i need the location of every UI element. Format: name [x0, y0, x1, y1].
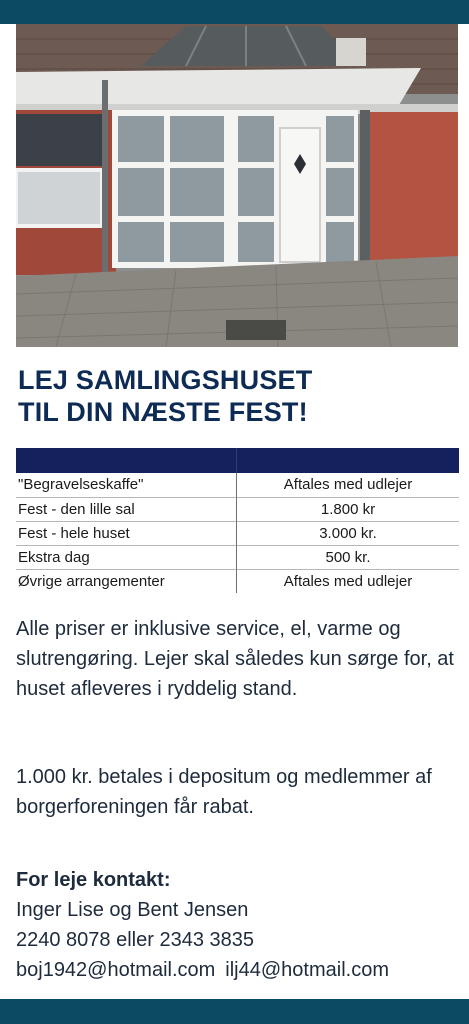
contact-phones: 2240 8078 eller 2343 3835 [16, 929, 254, 951]
row-item: "Begravelseskaffe" [16, 473, 237, 497]
table-row [16, 569, 459, 593]
header-cell-item [16, 448, 237, 473]
table-row [16, 473, 459, 497]
contact-heading: For leje kontakt: [16, 869, 171, 891]
row-price: Aftales med udlejer [283, 572, 413, 590]
price-table [16, 448, 459, 593]
email-link-1[interactable]: boj1942@hotmail.com [16, 959, 216, 981]
row-price: 1.800 kr [320, 500, 376, 518]
headline-line-1: LEJ SAMLINGSHUSET [18, 365, 313, 395]
row-item: Ekstra dag [16, 545, 237, 569]
building-photo [16, 24, 458, 347]
row-item: Fest - hele huset [16, 521, 237, 545]
bottom-band [0, 999, 469, 1024]
contact-emails [16, 955, 461, 985]
pricing-note: Alle priser er inklusive service, el, varme og slutrengøring. Lejer skal således kun sørge for, at huset afleveres i ryddelig stand. [16, 618, 454, 700]
email-link-2[interactable]: ilj44@hotmail.com [225, 959, 389, 981]
headline [18, 364, 458, 428]
row-item: Fest - den lille sal [16, 497, 237, 521]
row-price: 3.000 kr. [319, 524, 377, 542]
contact-names: Inger Lise og Bent Jensen [16, 899, 249, 921]
deposit-note: 1.000 kr. betales i depositum og medlemmer af borgerforeningen får rabat. [16, 766, 432, 818]
table-row [16, 545, 459, 569]
contact-block [16, 865, 461, 985]
row-price: Aftales med udlejer [283, 476, 413, 494]
row-item: Øvrige arrangementer [16, 569, 237, 593]
price-table-header [16, 448, 459, 473]
table-row [16, 497, 459, 521]
top-band [0, 0, 469, 24]
table-row [16, 521, 459, 545]
row-price: 500 kr. [325, 548, 371, 566]
headline-line-2: TIL DIN NÆSTE FEST! [18, 397, 308, 427]
header-cell-price [237, 448, 460, 473]
